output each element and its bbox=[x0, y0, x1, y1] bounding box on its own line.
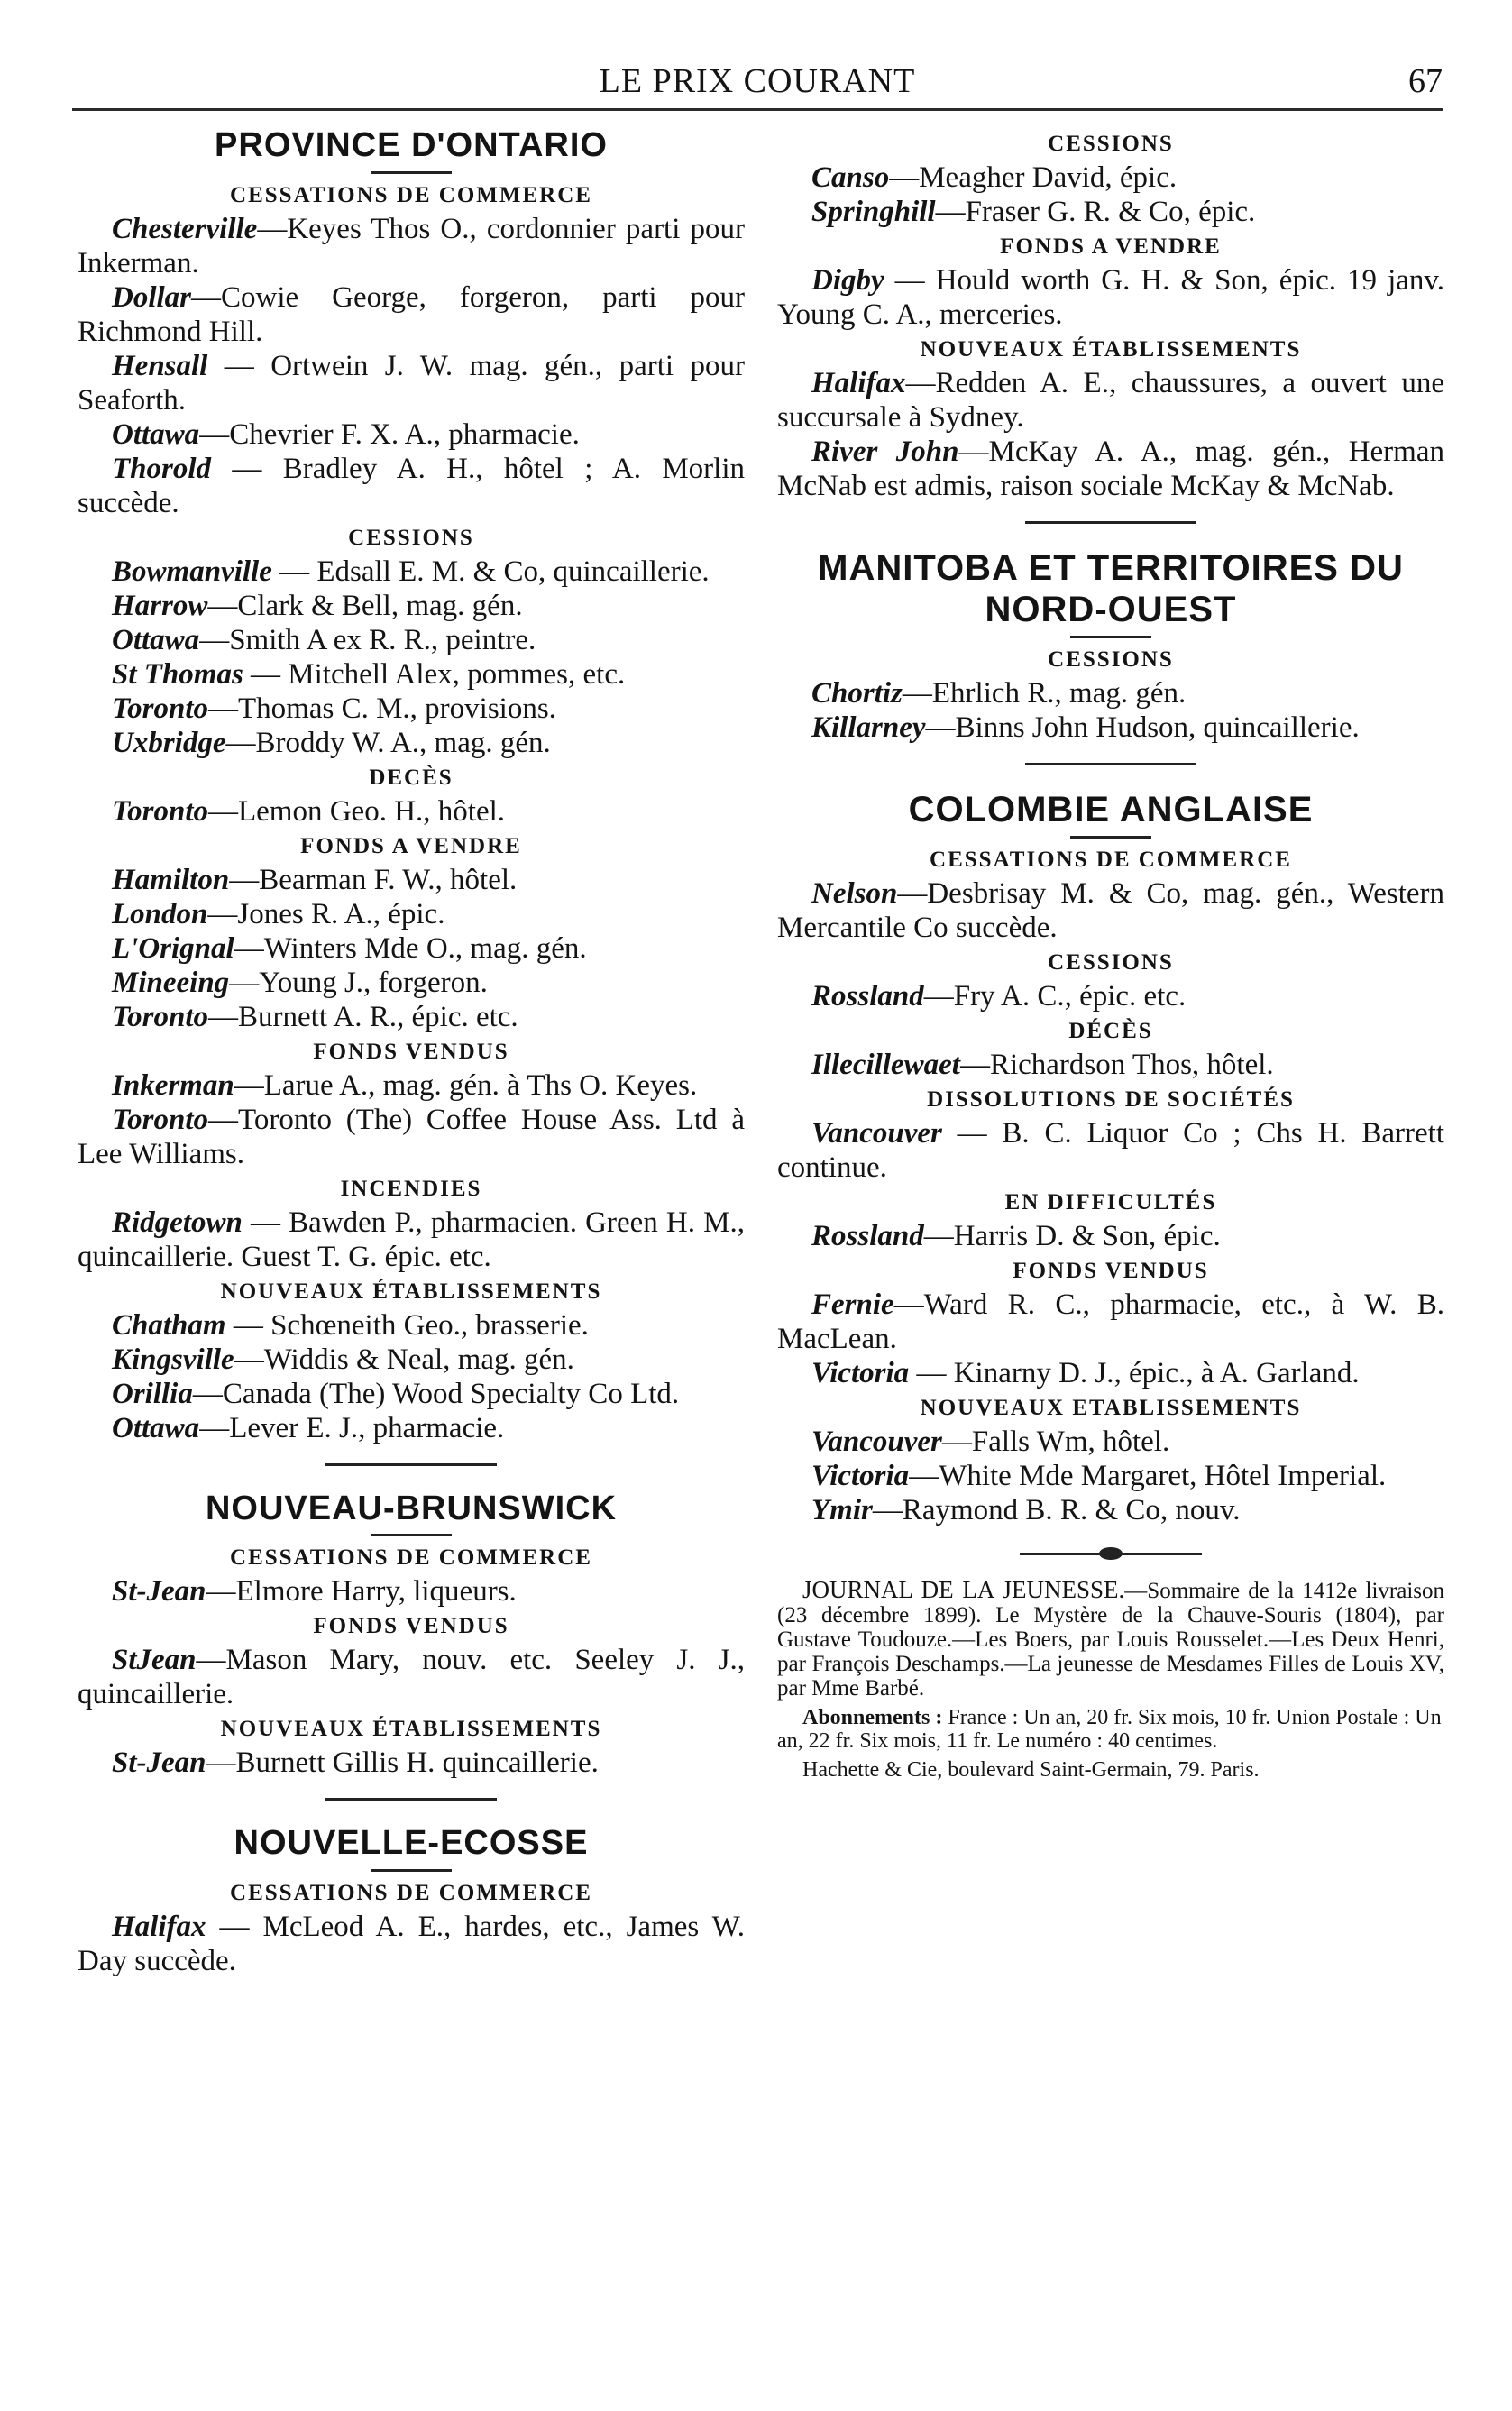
place-name: Inkerman bbox=[112, 1068, 234, 1102]
right-column-groups bbox=[777, 132, 1444, 1527]
place-name: London bbox=[112, 897, 208, 930]
entry-text: —Harris D. & Son, épic. bbox=[923, 1220, 1221, 1252]
listing-entry bbox=[777, 263, 1444, 332]
entry-text: — Edsall E. M. & Co, quincaillerie. bbox=[271, 555, 710, 588]
subscription-label: Abonnements : bbox=[802, 1706, 943, 1729]
entry-text: —Falls Wm, hôtel. bbox=[941, 1426, 1170, 1458]
entry-text: — Hould worth G. H. & Son, épic. 19 janv. Young C. A., merceries. bbox=[777, 264, 1444, 331]
listing-entry bbox=[78, 1068, 745, 1103]
page-title: LE PRIX COURANT bbox=[599, 62, 916, 100]
listing-entry bbox=[78, 1643, 745, 1711]
place-name: Ymir bbox=[811, 1494, 873, 1526]
place-name: Canso bbox=[811, 161, 890, 194]
entry-text: —McKay A. A., mag. gén., Herman McNab est admis, raison sociale McKay & McNab. bbox=[777, 435, 1444, 502]
entry-text: —Lemon Geo. H., hôtel. bbox=[208, 794, 506, 828]
category-heading: DÉCÈS bbox=[1068, 1019, 1153, 1043]
place-name: Toronto bbox=[112, 1103, 208, 1136]
category-heading: NOUVEAUX ETABLISSEMENTS bbox=[920, 1396, 1302, 1420]
category-heading: FONDS A VENDRE bbox=[1000, 234, 1222, 259]
entry-text: —White Mde Margaret, Hôtel Imperial. bbox=[909, 1460, 1387, 1492]
place-name: Illecillewaet bbox=[811, 1049, 960, 1081]
running-head bbox=[72, 61, 1443, 111]
place-name: Victoria bbox=[811, 1357, 910, 1389]
entry-text: —Fry A. C., épic. etc. bbox=[923, 980, 1187, 1013]
section-rule bbox=[325, 1798, 497, 1801]
publisher-line: Hachette & Cie, boulevard Saint-Germain, 79. Paris. bbox=[802, 1758, 1260, 1782]
listing-entry bbox=[78, 555, 745, 589]
category-heading: CESSIONS bbox=[1048, 132, 1174, 156]
place-name: Halifax bbox=[112, 1911, 206, 1944]
entry-text: — Mitchell Alex, pommes, etc. bbox=[243, 657, 626, 691]
entry-text: —Winters Mde O., mag. gén. bbox=[234, 931, 587, 965]
listing-entry bbox=[777, 160, 1444, 195]
entry-text: — Schœneith Geo., brasserie. bbox=[225, 1308, 589, 1342]
category-heading: DECÈS bbox=[369, 765, 454, 790]
left-column bbox=[78, 126, 745, 1978]
listing-entry bbox=[777, 366, 1444, 435]
entry-text: —Desbrisay M. & Co, mag. gén., Western Mercantile Co succède. bbox=[777, 877, 1444, 944]
place-name: Ottawa bbox=[112, 623, 200, 656]
notice-paragraph bbox=[777, 1578, 1444, 1701]
listing-entry bbox=[78, 897, 745, 931]
journal-notice bbox=[777, 1578, 1444, 1782]
province-title: NOUVEAU-BRUNSWICK bbox=[205, 1489, 618, 1527]
place-name: Chatham bbox=[112, 1308, 226, 1342]
place-name: Toronto bbox=[112, 692, 208, 725]
place-name: Fernie bbox=[811, 1288, 894, 1321]
right-column bbox=[777, 126, 1444, 1782]
listing-entry bbox=[78, 349, 745, 417]
place-name: Bowmanville bbox=[112, 555, 272, 588]
listing-entry bbox=[78, 1574, 745, 1609]
place-name: Ottawa bbox=[112, 417, 200, 451]
entry-text: —Redden A. E., chaussures, a ouvert une succursale à Sydney. bbox=[777, 367, 1444, 434]
place-name: Rossland bbox=[811, 1220, 924, 1252]
category-heading: FONDS A VENDRE bbox=[300, 833, 522, 858]
place-name: Halifax bbox=[811, 367, 906, 399]
listing-entry bbox=[78, 212, 745, 280]
place-name: Hensall bbox=[112, 349, 208, 382]
place-name: Dollar bbox=[112, 280, 192, 314]
place-name: StJean bbox=[112, 1644, 197, 1677]
notice-lead: JOURNAL DE LA JEUNESSE. bbox=[802, 1576, 1125, 1603]
listing-entry bbox=[777, 676, 1444, 710]
place-name: St-Jean bbox=[112, 1746, 206, 1780]
listing-entry bbox=[78, 589, 745, 623]
listing-entry bbox=[777, 1116, 1444, 1185]
entry-text: —Meagher David, épic. bbox=[889, 161, 1178, 194]
place-name: Toronto bbox=[112, 794, 208, 828]
listing-entry bbox=[78, 931, 745, 966]
listing-entry bbox=[78, 794, 745, 829]
entry-text: —Burnett A. R., épic. etc. bbox=[208, 1000, 518, 1033]
place-name: St Thomas bbox=[112, 657, 243, 691]
subscription-line bbox=[777, 1706, 1444, 1753]
listing-entry bbox=[777, 1459, 1444, 1493]
entry-text: — McLeod A. E., hardes, etc., James W. Day succède. bbox=[78, 1911, 745, 1978]
listing-entry bbox=[78, 1910, 745, 1978]
listing-entry bbox=[78, 1411, 745, 1445]
place-name: Killarney bbox=[811, 711, 926, 744]
place-name: L'Orignal bbox=[112, 931, 234, 965]
listing-entry bbox=[78, 1746, 745, 1780]
entry-text: —Ehrlich R., mag. gén. bbox=[902, 677, 1187, 710]
province-title: NOUVELLE-ECOSSE bbox=[234, 1824, 589, 1863]
listing-entry bbox=[78, 1000, 745, 1034]
province-title: PROVINCE D'ONTARIO bbox=[215, 126, 608, 164]
listing-entry bbox=[777, 195, 1444, 229]
place-name: Ridgetown bbox=[112, 1206, 243, 1239]
listing-entry bbox=[78, 1343, 745, 1377]
listing-entry bbox=[777, 1219, 1444, 1253]
entry-text: — B. C. Liquor Co ; Chs H. Barrett continue. bbox=[777, 1117, 1444, 1184]
place-name: Digby bbox=[811, 264, 884, 297]
category-heading: CESSIONS bbox=[348, 525, 474, 550]
listing-entry bbox=[777, 1288, 1444, 1356]
listing-entry bbox=[78, 280, 745, 349]
entry-text: —Fraser G. R. & Co, épic. bbox=[935, 196, 1256, 228]
place-name: Hamilton bbox=[112, 863, 230, 896]
place-name: Vancouver bbox=[811, 1426, 942, 1458]
category-heading: NOUVEAUX ÉTABLISSEMENTS bbox=[220, 1279, 602, 1304]
listing-entry bbox=[78, 452, 745, 520]
place-name: Mineeing bbox=[112, 966, 230, 999]
entry-text: —Raymond B. R. & Co, nouv. bbox=[872, 1494, 1241, 1526]
listing-entry bbox=[78, 863, 745, 897]
place-name: Chortiz bbox=[811, 677, 903, 710]
listing-entry bbox=[777, 876, 1444, 945]
listing-entry bbox=[78, 966, 745, 1000]
listing-entry bbox=[78, 692, 745, 726]
entry-text: —Broddy W. A., mag. gén. bbox=[225, 726, 551, 759]
place-name: Harrow bbox=[112, 589, 208, 622]
entry-text: —Widdis & Neal, mag. gén. bbox=[234, 1343, 574, 1376]
listing-entry bbox=[78, 1308, 745, 1343]
category-heading: EN DIFFICULTÉS bbox=[1004, 1190, 1217, 1215]
title-rule bbox=[1070, 836, 1151, 839]
place-name: Ottawa bbox=[112, 1411, 200, 1444]
entry-text: —Toronto (The) Coffee House Ass. Ltd à Lee Williams. bbox=[78, 1103, 745, 1170]
place-name: Thorold bbox=[112, 452, 212, 485]
place-name: Toronto bbox=[112, 1000, 208, 1033]
listing-entry bbox=[78, 623, 745, 657]
entry-text: —Richardson Thos, hôtel. bbox=[959, 1049, 1274, 1081]
entry-text: —Lever E. J., pharmacie. bbox=[199, 1411, 505, 1444]
section-rule bbox=[1025, 763, 1196, 765]
category-heading: CESSIONS bbox=[1048, 950, 1174, 975]
page-number: 67 bbox=[1408, 62, 1443, 100]
subscription-text: France : Un an, 20 fr. Six mois, 10 fr. Union Postale : Un an, 22 fr. Six mois, 11 fr. Le numéro : 40 centimes. bbox=[777, 1706, 1442, 1753]
listing-entry bbox=[777, 1425, 1444, 1459]
entry-text: —Young J., forgeron. bbox=[229, 966, 488, 999]
entry-text: —Chevrier F. X. A., pharmacie. bbox=[199, 417, 580, 451]
title-rule bbox=[371, 1534, 452, 1536]
entry-text: —Larue A., mag. gén. à Ths O. Keyes. bbox=[234, 1068, 698, 1102]
entry-text: —Bearman F. W., hôtel. bbox=[229, 863, 518, 896]
listing-entry bbox=[78, 1206, 745, 1274]
place-name: Orillia bbox=[112, 1377, 193, 1410]
place-name: River John bbox=[811, 435, 959, 468]
listing-entry bbox=[78, 657, 745, 692]
entry-text: —Thomas C. M., provisions. bbox=[208, 692, 556, 725]
category-heading: CESSIONS bbox=[1048, 647, 1174, 672]
category-heading: NOUVEAUX ÉTABLISSEMENTS bbox=[220, 1717, 602, 1742]
place-name: Chesterville bbox=[112, 212, 258, 245]
place-name: Springhill bbox=[811, 196, 936, 228]
category-heading: CESSATIONS DE COMMERCE bbox=[230, 1545, 592, 1571]
place-name: Kingsville bbox=[112, 1343, 234, 1376]
category-heading: DISSOLUTIONS DE SOCIÉTÉS bbox=[927, 1087, 1295, 1112]
province-title: COLOMBIE ANGLAISE bbox=[908, 790, 1314, 830]
entry-text: —Elmore Harry, liqueurs. bbox=[206, 1575, 517, 1609]
listing-entry bbox=[78, 726, 745, 760]
listing-entry bbox=[78, 417, 745, 452]
listing-entry bbox=[777, 979, 1444, 1013]
place-name: Nelson bbox=[811, 877, 898, 910]
entry-text: —Keyes Thos O., cordonnier parti pour Inkerman. bbox=[78, 212, 745, 280]
entry-text: —Smith A ex R. R., peintre. bbox=[199, 623, 536, 656]
place-name: St-Jean bbox=[112, 1575, 206, 1609]
place-name: Vancouver bbox=[811, 1117, 942, 1150]
category-heading: NOUVEAUX ÉTABLISSEMENTS bbox=[920, 337, 1302, 362]
category-heading: FONDS VENDUS bbox=[313, 1039, 509, 1064]
entry-text: — Ortwein J. W. mag. gén., parti pour Seaforth. bbox=[78, 349, 745, 417]
category-heading: FONDS VENDUS bbox=[313, 1614, 509, 1639]
category-heading: CESSATIONS DE COMMERCE bbox=[230, 1881, 592, 1906]
entry-text: — Bradley A. H., hôtel ; A. Morlin succède. bbox=[78, 452, 745, 519]
province-title: MANITOBA ET TERRITOIRES DU NORD-OUEST bbox=[818, 548, 1404, 629]
title-rule bbox=[371, 1869, 452, 1872]
listing-entry bbox=[777, 710, 1444, 745]
listing-entry bbox=[78, 1103, 745, 1171]
place-name: Uxbridge bbox=[112, 726, 226, 759]
section-rule bbox=[1025, 521, 1196, 524]
listing-entry bbox=[78, 1377, 745, 1411]
listing-entry bbox=[777, 1356, 1444, 1390]
entry-text: —Cowie George, forgeron, parti pour Richmond Hill. bbox=[78, 280, 745, 348]
entry-text: — Bawden P., pharmacien. Green H. M., quincaillerie. Guest T. G. épic. etc. bbox=[78, 1206, 745, 1273]
category-heading: CESSATIONS DE COMMERCE bbox=[230, 182, 592, 207]
category-heading: CESSATIONS DE COMMERCE bbox=[930, 848, 1292, 872]
entry-text: —Binns John Hudson, quincaillerie. bbox=[925, 711, 1360, 744]
entry-text: —Mason Mary, nouv. etc. Seeley J. J., quincaillerie. bbox=[78, 1644, 745, 1711]
listing-entry bbox=[777, 1493, 1444, 1527]
category-heading: FONDS VENDUS bbox=[1013, 1259, 1209, 1283]
title-rule bbox=[371, 171, 452, 174]
place-name: Victoria bbox=[811, 1460, 910, 1492]
ornament-divider bbox=[777, 1536, 1444, 1567]
listing-entry bbox=[777, 435, 1444, 503]
place-name: Rossland bbox=[811, 980, 924, 1013]
entry-text: —Burnett Gillis H. quincaillerie. bbox=[206, 1746, 599, 1780]
entry-text: —Jones R. A., épic. bbox=[207, 897, 445, 930]
entry-text: —Ward R. C., pharmacie, etc., à W. B. MacLean. bbox=[777, 1288, 1444, 1355]
category-heading: INCENDIES bbox=[340, 1176, 482, 1201]
notice-body: —Sommaire de la 1412e livraison (23 décembre 1899). Le Mystère de la Chauve-Souris (1804), par Gustave Toudouze.—Les Boers, par Louis Rousselet.—Les Deux Henri, par François Deschamps.—La jeunesse de Mesdames Filles de Louis XV, par Mme Barbé. bbox=[777, 1579, 1444, 1701]
entry-text: — Kinarny D. J., épic., à A. Garland. bbox=[909, 1357, 1360, 1389]
section-rule bbox=[325, 1463, 497, 1466]
entry-text: —Clark & Bell, mag. gén. bbox=[207, 589, 523, 622]
listing-entry bbox=[777, 1048, 1444, 1082]
entry-text: —Canada (The) Wood Specialty Co Ltd. bbox=[192, 1377, 680, 1410]
title-rule bbox=[1070, 636, 1151, 638]
